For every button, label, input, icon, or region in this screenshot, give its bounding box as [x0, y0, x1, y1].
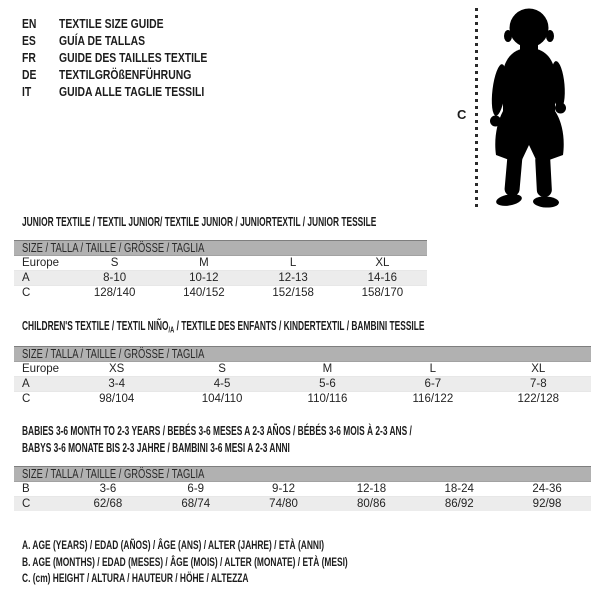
lang-code: FR [22, 50, 36, 65]
size-cell: 12-18 [356, 483, 387, 495]
childrens-textile-title: CHILDREN'S TEXTILE / TEXTIL $NIÑO_{/A}$ / TEXTILE DES ENFANTS / KINDERTEXTIL / BAMBINI TESSILE [22, 319, 425, 335]
height-dotted-line [475, 8, 478, 211]
size-cell: 9-12 [272, 483, 296, 495]
size-header-label: SIZE / TALLA / TAILLE / GRÖSSE / TAGLIA [22, 347, 205, 361]
lang-row-de [22, 66, 244, 83]
lang-row-es [22, 32, 244, 49]
row-label: A [14, 377, 64, 392]
size-cell: 24-36 [532, 483, 562, 495]
lang-title: TEXTILGRÖßENFÜHRUNG [59, 67, 192, 82]
legend-notes [22, 537, 487, 587]
junior-textile-title: JUNIOR TEXTILE / TEXTIL JUNIOR/ TEXTILE JUNIOR / JUNIORTEXTIL / JUNIOR TESSILE [22, 215, 377, 229]
size-cell: 12-13 [249, 271, 338, 286]
lang-code: EN [22, 16, 37, 31]
lang-code: ES [22, 33, 36, 48]
size-header-label: SIZE / TALLA / TAILLE / GRÖSSE / TAGLIA [22, 467, 205, 481]
table-row-height [14, 497, 591, 512]
table-row-age [14, 377, 591, 392]
size-cell: 4-5 [169, 377, 274, 392]
size-header-row [14, 467, 591, 482]
size-cell: 110/116 [275, 392, 380, 407]
size-cell: M [322, 363, 333, 375]
size-cell: 3-6 [99, 483, 117, 495]
size-cell: 80/86 [327, 497, 415, 512]
size-cell: L [289, 257, 297, 269]
size-header-row [14, 241, 427, 256]
table-row-europe [14, 256, 427, 271]
size-cell: 7-8 [486, 377, 591, 392]
lang-code: IT [22, 84, 32, 99]
size-cell: XS [109, 363, 125, 375]
nino-a-subscript: /A [168, 324, 175, 335]
lang-row-en [22, 15, 244, 32]
junior-size-table [14, 240, 427, 300]
note-age-months: B. AGE (MONTHS) / EDAD (MESES) / ÂGE (MOIS) / ALTER (MONATE) / ETÀ (MESI) [22, 554, 348, 569]
size-cell: 5-6 [275, 377, 380, 392]
row-label: Europe [22, 257, 60, 269]
size-cell: 62/68 [64, 497, 152, 512]
row-label: C [14, 392, 64, 407]
lang-row-it [22, 83, 244, 100]
size-cell: 140/152 [159, 286, 248, 301]
size-cell: XL [375, 257, 390, 269]
size-cell: S [110, 257, 119, 269]
size-cell: 122/128 [486, 392, 591, 407]
size-cell: 92/98 [503, 497, 591, 512]
lang-title: TEXTILE SIZE GUIDE [59, 16, 164, 31]
lang-title: GUIDE DES TAILLES TEXTILE [59, 50, 208, 65]
size-cell: 68/74 [152, 497, 240, 512]
size-cell: M [199, 257, 209, 269]
table-row-age [14, 271, 427, 286]
size-header-row [14, 347, 591, 362]
size-cell: 152/158 [249, 286, 338, 301]
size-cell: 86/92 [415, 497, 503, 512]
row-label: Europe [22, 363, 60, 375]
note-height: C. (cm) HEIGHT / ALTURA / HAUTEUR / HÖHE / ALTEZZA [22, 571, 249, 585]
babies-textile-title: BABIES 3-6 MONTH TO 2-3 YEARS / BEBÉS 3-6 MESES A 2-3 AÑOS / BÉBÉS 3-6 MOIS À 2-3 ANS / BABYS 3-6 MONATE BIS 2-3 JAHRE / BAMBINI 3-6 MESI A 2-3 ANNI [22, 424, 412, 455]
size-cell: 6-9 [187, 483, 205, 495]
table-row-height [14, 286, 427, 301]
babies-size-table [14, 466, 591, 511]
note-age-years: A. AGE (YEARS) / EDAD (AÑOS) / ÂGE (ANS) / ALTER (JAHRE) / ETÀ (ANNI) [22, 538, 325, 552]
size-cell: 116/122 [380, 392, 485, 407]
size-cell: 104/110 [169, 392, 274, 407]
row-label: C [14, 286, 70, 301]
row-label: A [14, 271, 70, 286]
size-cell: 74/80 [240, 497, 328, 512]
table-row-age-months [14, 482, 591, 497]
lang-code: DE [22, 67, 37, 82]
size-cell: 8-10 [70, 271, 159, 286]
size-cell: 14-16 [338, 271, 427, 286]
size-cell: 6-7 [380, 377, 485, 392]
size-cell: 3-4 [64, 377, 169, 392]
height-label-c: C [457, 107, 467, 122]
row-label: B [22, 483, 30, 495]
size-cell: 98/104 [64, 392, 169, 407]
size-cell: L [429, 363, 437, 375]
table-row-europe [14, 362, 591, 377]
lang-title: GUÍA DE TALLAS [59, 33, 146, 48]
size-cell: 158/170 [338, 286, 427, 301]
lang-title: GUIDA ALLE TAGLIE TESSILI [59, 84, 205, 99]
childrens-size-table [14, 346, 591, 406]
table-row-height [14, 392, 591, 407]
size-header-label: SIZE / TALLA / TAILLE / GRÖSSE / TAGLIA [22, 241, 205, 255]
size-cell: 18-24 [444, 483, 474, 495]
row-label: C [14, 497, 64, 512]
lang-row-fr [22, 49, 244, 66]
size-cell: XL [531, 363, 546, 375]
toddler-silhouette-icon [483, 8, 575, 211]
size-cell: 128/140 [70, 286, 159, 301]
language-title-list [22, 15, 244, 100]
size-cell: 10-12 [159, 271, 248, 286]
size-cell: S [218, 363, 226, 375]
